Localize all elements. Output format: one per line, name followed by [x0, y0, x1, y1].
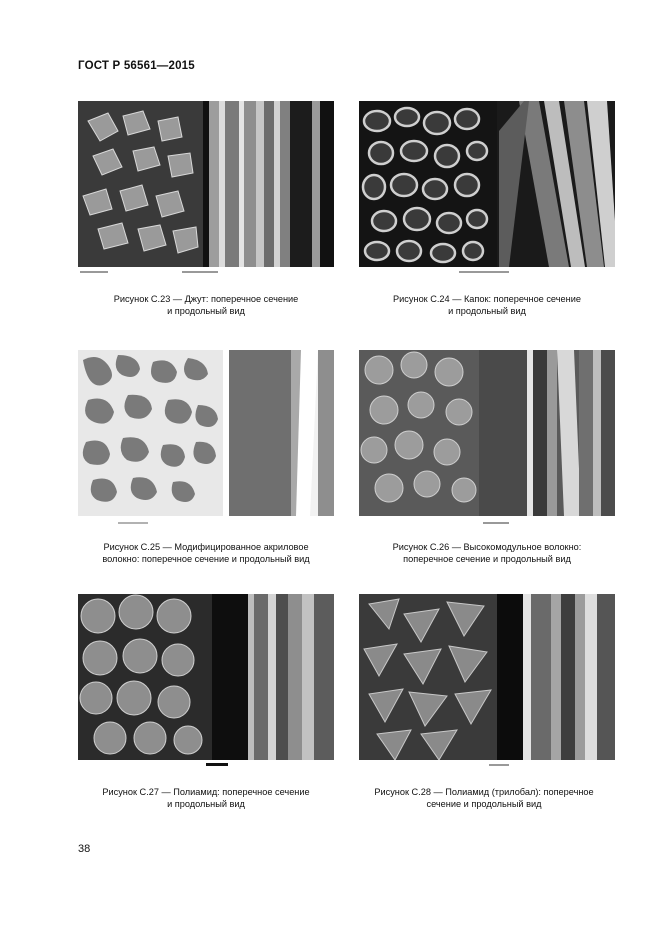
figure-c28-micrograph: [359, 594, 615, 774]
figure-c24-caption: [337, 293, 637, 317]
caption-line: поперечное сечение и продольный вид: [403, 554, 571, 564]
page-number: 38: [78, 843, 91, 855]
caption-line: Рисунок С.23 — Джут: поперечное сечение: [113, 294, 299, 304]
caption-line: Рисунок С.28 — Полиамид (трилобал): поперечное: [374, 787, 594, 797]
caption-line: Рисунок С.26 — Высокомодульное волокно:: [392, 542, 582, 552]
figure-c26-micrograph: [359, 350, 615, 530]
figure-c23-scale-bar: [78, 268, 334, 278]
caption-line: и продольный вид: [167, 799, 245, 809]
figure-c27-scale-bar: [78, 761, 334, 771]
document-header: ГОСТ Р 56561—2015: [78, 60, 195, 72]
figure-c23-micrograph: [78, 101, 334, 281]
figure-c26-caption: [337, 541, 637, 565]
caption-line: волокно: поперечное сечение и продольный вид: [102, 554, 310, 564]
figure-c25-micrograph: [78, 350, 334, 530]
figure-c27-micrograph: [78, 594, 334, 774]
figure-c28-caption: [329, 786, 639, 810]
caption-line: Рисунок С.24 — Капок: поперечное сечение: [393, 294, 581, 304]
caption-line: Рисунок С.25 — Модифицированное акриловое: [103, 542, 309, 552]
figure-c24-micrograph: [359, 101, 615, 281]
figure-c25-caption: [56, 541, 356, 565]
figure-c26-scale-bar: [359, 519, 615, 529]
caption-line: и продольный вид: [167, 306, 245, 316]
figure-c27-caption: [56, 786, 356, 810]
caption-line: и продольный вид: [448, 306, 526, 316]
caption-line: сечение и продольный вид: [426, 799, 542, 809]
figure-c24-scale-bar: [359, 268, 615, 278]
figure-c25-scale-bar: [78, 519, 334, 529]
figure-c28-scale-bar: [359, 761, 615, 771]
figure-c23-caption: [56, 293, 356, 317]
caption-line: Рисунок С.27 — Полиамид: поперечное сечение: [102, 787, 310, 797]
